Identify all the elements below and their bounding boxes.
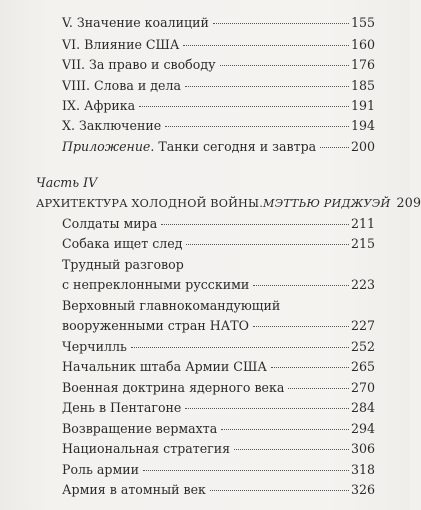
toc-entry-page: 284: [350, 400, 375, 415]
part-heading-author: МЭТТЬЮ РИДЖУЭЙ: [262, 197, 391, 210]
toc-entry-page: 215: [350, 236, 375, 251]
toc-entry-page: 326: [350, 482, 375, 497]
toc-entry: [62, 118, 375, 133]
dot-leader: [185, 408, 349, 409]
appendix-label: Приложение.: [62, 139, 155, 154]
toc-entry-title-line: Верховный главнокомандующий: [62, 298, 281, 313]
toc-entry-title: V. Значение коалиций: [62, 15, 209, 30]
toc-entry: [62, 339, 375, 354]
toc-entry-page: 227: [350, 318, 375, 333]
part-heading: [36, 195, 421, 211]
toc-entry: [62, 277, 375, 292]
dot-leader: [288, 388, 349, 389]
toc-entry: [62, 462, 375, 477]
dot-leader: [253, 285, 349, 286]
toc-entry-title: VII. За право и свободу: [62, 57, 216, 72]
toc-entry: [62, 98, 375, 113]
dot-leader: [320, 147, 349, 148]
dot-leader: [139, 106, 349, 107]
toc-entry-title: с непреклонными русскими: [62, 277, 250, 292]
toc-entry-title: Возвращение вермахта: [62, 421, 218, 436]
toc-entry-title: VI. Влияние США: [62, 37, 180, 52]
toc-entry: [62, 441, 375, 456]
toc-entry-title: Военная доктрина ядерного века: [62, 380, 285, 395]
dot-leader: [271, 367, 349, 368]
toc-entry-page: 176: [350, 57, 375, 72]
dot-leader: [165, 126, 349, 127]
toc-entry-page: 265: [350, 359, 375, 374]
toc-entry-page: 270: [350, 380, 375, 395]
toc-entry-title: Армия в атомный век: [62, 482, 206, 497]
toc-entry: [62, 37, 375, 52]
toc-entry: [62, 15, 375, 30]
toc-entry-title: IX. Африка: [62, 98, 136, 113]
toc-entry-page: 223: [350, 277, 375, 292]
toc-entry: [62, 421, 375, 436]
dot-leader: [213, 23, 349, 24]
dot-leader: [220, 65, 349, 66]
toc-entry-appendix: [62, 139, 375, 154]
dot-leader: [161, 224, 349, 225]
toc-entry-title: Собака ищет след: [62, 236, 183, 251]
dot-leader: [183, 45, 348, 46]
dot-leader: [186, 244, 348, 245]
toc-entry: [62, 57, 375, 72]
toc-entry: [62, 78, 375, 93]
toc-entry-title: X. Заключение: [62, 118, 162, 133]
toc-entry-title: вооруженными стран НАТО: [62, 318, 249, 333]
part-heading-title: АРХИТЕКТУРА ХОЛОДНОЙ ВОЙНЫ.: [36, 197, 263, 210]
dot-leader: [131, 347, 349, 348]
toc-entry-page: 194: [350, 118, 375, 133]
toc-entry-page: 200: [350, 139, 375, 154]
dot-leader: [210, 490, 349, 491]
toc-entry: [62, 236, 375, 251]
part-label: Часть IV: [36, 175, 98, 190]
toc-entry-page: 191: [350, 98, 375, 113]
toc-entry-page: 155: [350, 15, 375, 30]
toc-entry-page: 252: [350, 339, 375, 354]
toc-entry-title: VIII. Слова и дела: [62, 78, 181, 93]
part-heading-page: 209: [396, 195, 421, 210]
toc-entry-page: 294: [350, 421, 375, 436]
toc-entry-title: Роль армии: [62, 462, 140, 477]
dot-leader: [185, 86, 349, 87]
toc-entry-page: 160: [350, 37, 375, 52]
toc-entry-title: Национальная стратегия: [62, 441, 231, 456]
toc-entry-title: Солдаты мира: [62, 216, 158, 231]
appendix-title: Танки сегодня и завтра: [154, 139, 317, 154]
toc-entry-page: 306: [350, 441, 375, 456]
toc-entry-page: 211: [350, 216, 375, 231]
toc-entry: [62, 216, 375, 231]
toc-entry: [62, 359, 375, 374]
dot-leader: [221, 429, 349, 430]
dot-leader: [253, 326, 349, 327]
toc-entry-title: Начальник штаба Армии США: [62, 359, 267, 374]
dot-leader: [143, 470, 349, 471]
toc-entry-page: 185: [350, 78, 375, 93]
toc-entry: [62, 400, 375, 415]
toc-entry-title: Черчилль: [62, 339, 127, 354]
toc-entry: [62, 482, 375, 497]
toc-entry: [62, 380, 375, 395]
toc-entry-title: День в Пентагоне: [62, 400, 182, 415]
toc-entry: [62, 318, 375, 333]
dot-leader: [234, 449, 349, 450]
toc-entry-title-line: Трудный разговор: [62, 257, 184, 272]
toc-entry-title: [62, 139, 316, 154]
toc-entry-page: 318: [350, 462, 375, 477]
